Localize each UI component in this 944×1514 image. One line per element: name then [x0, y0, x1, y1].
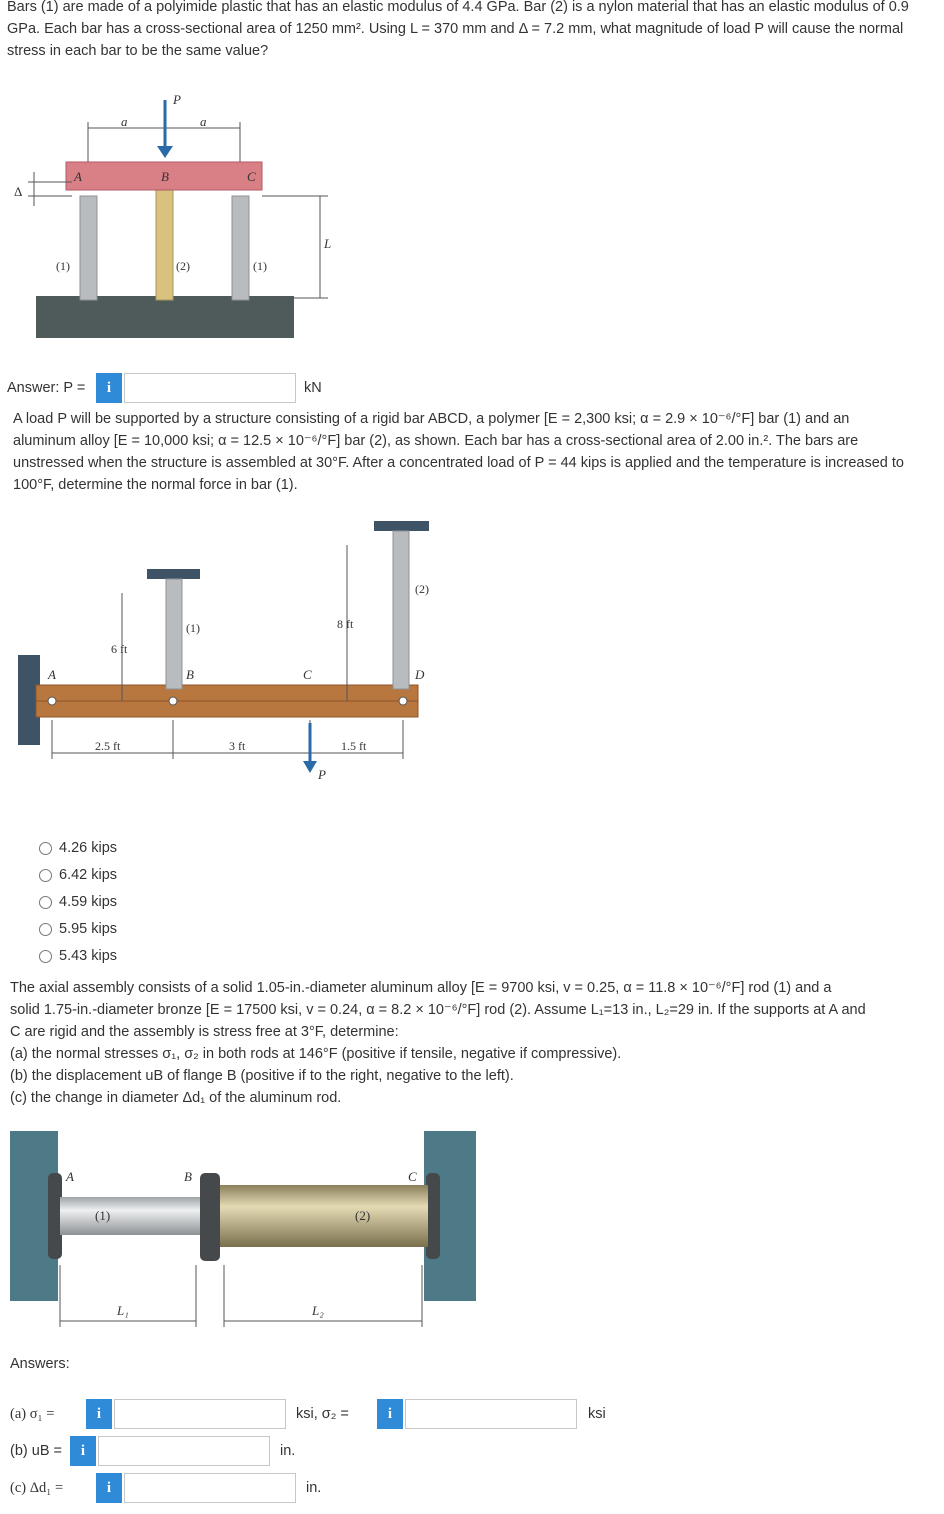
- sigma2-input[interactable]: [405, 1399, 577, 1429]
- label-B: B: [186, 667, 194, 682]
- option-2[interactable]: 6.42 kips: [39, 867, 117, 883]
- bar-1: [166, 579, 182, 689]
- uB-input[interactable]: [98, 1436, 270, 1466]
- label-a-left: a: [121, 114, 128, 129]
- uB-unit: in.: [280, 1443, 296, 1459]
- dim-6ft: 6 ft: [111, 642, 128, 656]
- support-bar1: [147, 569, 200, 579]
- label-C: C: [303, 667, 312, 682]
- label-L2: L₂: [312, 1303, 324, 1318]
- answers-title: Answers:: [10, 1356, 70, 1372]
- problem1-text: Bars (1) are made of a polyimide plastic that has an elastic modulus of 4.4 GPa. Bar (2) is a nylon material that has an elastic modulus of 0.9 GPa. Each bar has a cross-sectional area of 1250 mm². Using L = 370 mm and Δ = 7.2 mm, what magnitude of load P will cause the normal stress in each bar to be the same value?: [7, 0, 909, 59]
- problem2-figure: [0, 515, 450, 790]
- info-icon[interactable]: i: [377, 1399, 403, 1429]
- label-P: P: [318, 767, 326, 782]
- label-delta: Δ: [14, 184, 23, 199]
- label-A: A: [74, 169, 82, 184]
- label-C: C: [408, 1169, 417, 1184]
- flange-A: [48, 1173, 62, 1259]
- answer-c-label: (c) Δd₁ =: [10, 1480, 64, 1496]
- label-bar1-left: (1): [56, 259, 70, 273]
- answer-p-unit: kN: [304, 380, 322, 396]
- radio-icon[interactable]: [39, 896, 52, 909]
- problem2-text: A load P will be supported by a structure consisting of a rigid bar ABCD, a polymer [E = 2,300 ksi; α = 2.9 × 10⁻⁶/°F] bar (1) and an aluminum alloy [E = 10,000 ksi; α = 12.5 × 10⁻⁶/°F] bar (2), as shown. Each bar has a cross-sectional area of 2.00 in.². The bars are unstressed when the structure is assembled at 30°F. After a concentrated load of P = 44 kips is applied and the temperature is increased to 100°F, determine the normal force in bar (1).: [13, 411, 904, 493]
- label-A: A: [48, 667, 56, 682]
- rod-2: [220, 1185, 428, 1247]
- answer-p-input[interactable]: [124, 373, 296, 403]
- load-arrow-icon: [303, 761, 317, 773]
- label-B: B: [184, 1169, 192, 1184]
- problem3-text: The axial assembly consists of a solid 1.05-in.-diameter aluminum alloy [E = 9700 ksi, v = 0.25, α = 11.8 × 10⁻⁶/°F] rod (1) and a solid 1.75-in.-diameter bronze [E = 17500 ksi, v = 0.24, α = 8.2 × 10⁻⁶/°F] rod (2). Assume L₁=13 in., L₂=29 in. If the supports at A and C are rigid and the assembly is stress free at 3°F, determine: (a) the normal stresses σ₁, σ₂ in both rods at 146°F (positive if tensile, negative if compressive). (b) the displacement uB of flange B (positive if to the right, negative to the left). (c) the change in diameter Δd₁ of the aluminum rod.: [10, 980, 866, 1106]
- option-1[interactable]: 4.26 kips: [39, 840, 117, 856]
- label-bar1: (1): [186, 621, 200, 635]
- answer-p-label: Answer: P =: [7, 380, 86, 396]
- option-3[interactable]: 4.59 kips: [39, 894, 117, 910]
- option-4[interactable]: 5.95 kips: [39, 921, 117, 937]
- bar-1-left: [80, 196, 97, 300]
- sigma2-label: ksi, σ₂ =: [296, 1406, 349, 1422]
- dim-2-5ft: 2.5 ft: [95, 739, 121, 753]
- dim-3ft: 3 ft: [229, 739, 246, 753]
- info-icon[interactable]: i: [86, 1399, 112, 1429]
- flange-C: [426, 1173, 440, 1259]
- radio-icon[interactable]: [39, 842, 52, 855]
- sigma2-unit: ksi: [588, 1406, 606, 1422]
- support-bar2: [374, 521, 429, 531]
- sigma1-input[interactable]: [114, 1399, 286, 1429]
- load-arrow-icon: [157, 146, 173, 158]
- label-L1: L₁: [117, 1303, 129, 1318]
- answer-b-label: (b) uB =: [10, 1443, 62, 1459]
- dim-8ft: 8 ft: [337, 617, 354, 631]
- bar-2: [393, 531, 409, 689]
- label-rod1: (1): [95, 1208, 111, 1223]
- answer-a-label: (a) σ₁ =: [10, 1406, 55, 1422]
- label-L: L: [324, 236, 332, 251]
- label-C: C: [247, 169, 256, 184]
- label-B: B: [161, 169, 169, 184]
- label-rod2: (2): [355, 1208, 371, 1223]
- bar-1-right: [232, 196, 249, 300]
- info-icon[interactable]: i: [70, 1436, 96, 1466]
- problem3-figure: [0, 1125, 490, 1335]
- label-bar2: (2): [415, 582, 429, 596]
- label-bar2: (2): [176, 259, 190, 273]
- label-A: A: [66, 1169, 74, 1184]
- info-icon[interactable]: i: [96, 373, 122, 403]
- bar-2: [156, 190, 173, 300]
- ground-base: [36, 296, 294, 338]
- problem1-figure: [0, 88, 350, 348]
- delta-d1-unit: in.: [306, 1480, 322, 1496]
- radio-icon[interactable]: [39, 923, 52, 936]
- flange-B: [200, 1173, 220, 1261]
- label-P: P: [173, 92, 181, 107]
- option-5[interactable]: 5.43 kips: [39, 948, 117, 964]
- label-bar1-right: (1): [253, 259, 267, 273]
- dim-1-5ft: 1.5 ft: [341, 739, 367, 753]
- radio-icon[interactable]: [39, 950, 52, 963]
- label-D: D: [415, 667, 425, 682]
- delta-d1-input[interactable]: [124, 1473, 296, 1503]
- label-a-right: a: [200, 114, 207, 129]
- info-icon[interactable]: i: [96, 1473, 122, 1503]
- radio-icon[interactable]: [39, 869, 52, 882]
- rod-1: [60, 1197, 200, 1235]
